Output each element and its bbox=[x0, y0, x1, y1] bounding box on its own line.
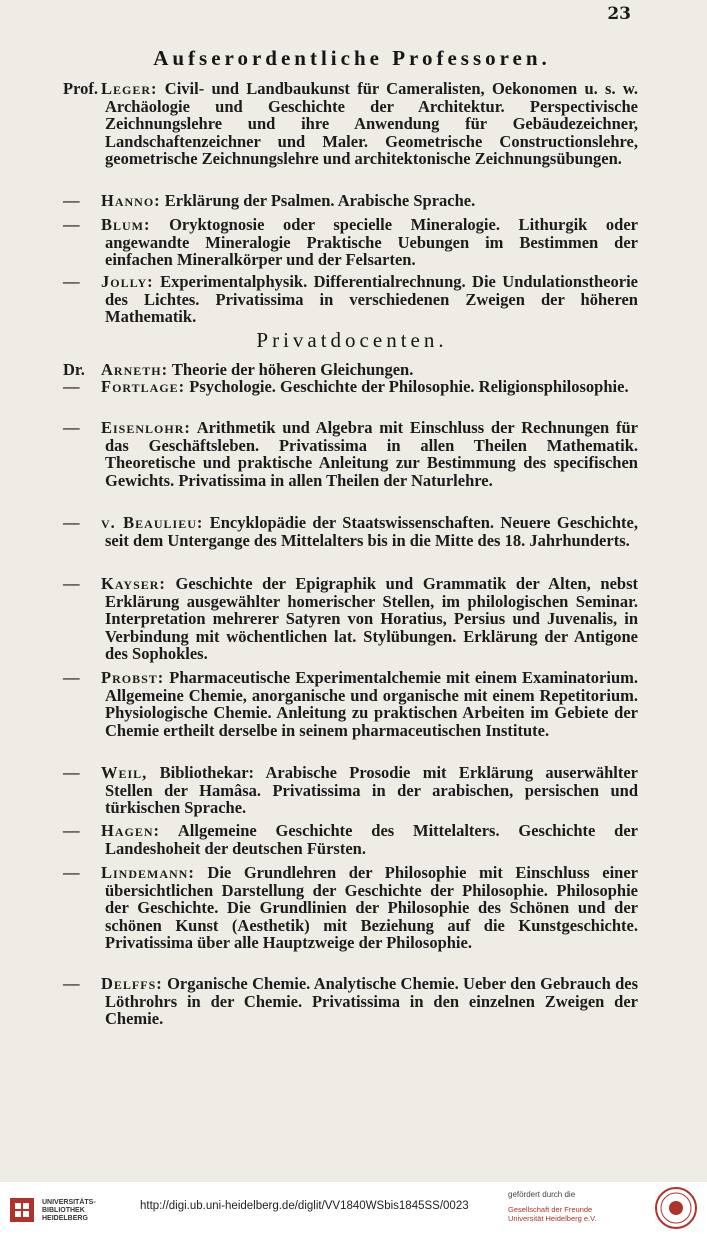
library-logo-icon bbox=[8, 1196, 36, 1224]
entry-leger: Prof. Leger: Civil- und Landbaukunst für Cameralisten, Oekonomen u. s. w. Archäologie und Geschichte der Architektur. Perspectivische Zeichnungslehre und ihre Anwendung für Gebäudezeichner, Landschaftenzeichner und Maler. Geometrische Constructionslehre, geometrische Zeichnungslehre und architektonische Zeichnungsübungen. bbox=[63, 79, 638, 169]
entry-blum: — Blum: Oryktognosie oder specielle Mineralogie. Lithurgik oder angewandte Mineralogie Praktische Uebungen im Bestimmen der einfachen Mineralkörper und der Felsarten. bbox=[63, 215, 638, 270]
entry-probst: — Probst: Pharmaceutische Experimentalchemie mit einem Examinatorium. Allgemeine Chemie, anorganische und organische mit einem Repetitorium. Physiologische Chemie. Anleitung zu praktischen Arbeiten im Gebiete der Chemie ertheilt derselbe in seinem pharmaceutischen Institute. bbox=[63, 668, 638, 740]
library-logo[interactable] bbox=[8, 1190, 128, 1228]
library-logo-text: UNIVERSITÄTS- BIBLIOTHEK HEIDELBERG bbox=[42, 1199, 96, 1222]
sponsor-block bbox=[508, 1188, 698, 1230]
entry-hagen: — Hagen: Allgemeine Geschichte des Mittelalters. Geschichte der Landeshoheit der deutschen Fürsten. bbox=[63, 821, 638, 858]
page-number: 23 bbox=[607, 4, 631, 24]
entry-kayser: — Kayser: Geschichte der Epigraphik und Grammatik der Alten, nebst Erklärung ausgewählter homerischer Stellen, im philologischen Seminar. Interpretation mehrerer Satyren von Horatius, Persius und Juvenalis, in Verbindung mit wöchentlichen lat. Stylübungen. Erklärung der Antigone des Sophokles. bbox=[63, 574, 638, 664]
section-heading-privatdocenten: Privatdocenten. bbox=[256, 328, 448, 352]
entry-lindemann: — Lindemann: Die Grundlehren der Philosophie mit Einschluss einer übersichtlichen Darstellung der Geschichte der Philosophie. Philosophie der Geschichte. Die Grundlinien der Philosophie des Schönen und der schönen Kunst (Aesthetik) mit Beziehung auf die Kunstgeschichte. Privatissima über alle Hauptzweige der Philosophie. bbox=[63, 863, 638, 953]
entry-beaulieu: — v. Beaulieu: Encyklopädie der Staatswissenschaften. Neuere Geschichte, seit dem Untergange des Mittelalters bis in die Mitte des 18. Jahrhunderts. bbox=[63, 513, 638, 550]
university-seal-icon bbox=[654, 1186, 698, 1230]
section-heading-professors: Aufserordentliche Professoren. bbox=[153, 46, 551, 70]
sponsor-caption: gefördert durch die bbox=[508, 1190, 576, 1199]
entry-fortlage: — Fortlage: Psychologie. Geschichte der Philosophie. Religionsphilosophie. bbox=[63, 377, 629, 396]
entry-hanno: — Hanno: Erklärung der Psalmen. Arabische Sprache. bbox=[63, 191, 476, 210]
entry-jolly: — Jolly: Experimentalphysik. Differentialrechnung. Die Undulationstheorie des Lichtes. Privatissima in verschiedenen Zweigen der höheren Mathematik. bbox=[63, 272, 638, 327]
entry-delffs: — Delffs: Organische Chemie. Analytische Chemie. Ueber den Gebrauch des Löthrohrs in der Chemie. Privatissima in den einzelnen Zweigen der Chemie. bbox=[63, 974, 638, 1029]
sponsor-name[interactable]: Gesellschaft der Freunde Universität Heidelberg e.V. bbox=[508, 1205, 597, 1223]
entry-eisenlohr: — Eisenlohr: Arithmetik und Algebra mit Einschluss der Rechnungen für das Geschäftsleben. Privatissima in allen Theilen Mathematik. Theoretische und praktische Anleitung zur Bestimmung des specifischen Gewichts. Privatissima in allen Theilen der Naturlehre. bbox=[63, 418, 638, 490]
viewer-footer bbox=[0, 1182, 707, 1234]
permalink-url[interactable]: http://digi.ub.uni-heidelberg.de/diglit/VV1840WSbis1845SS/0023 bbox=[140, 1200, 469, 1212]
entry-weil: — Weil, Bibliothekar: Arabische Prosodie mit Erklärung auserwählter Stellen der Hamâsa. Privatissima in der arabischen, persischen und türkischen Sprache. bbox=[63, 763, 638, 818]
entry-arneth: Dr. Arneth: Theorie der höheren Gleichungen. bbox=[63, 360, 414, 379]
